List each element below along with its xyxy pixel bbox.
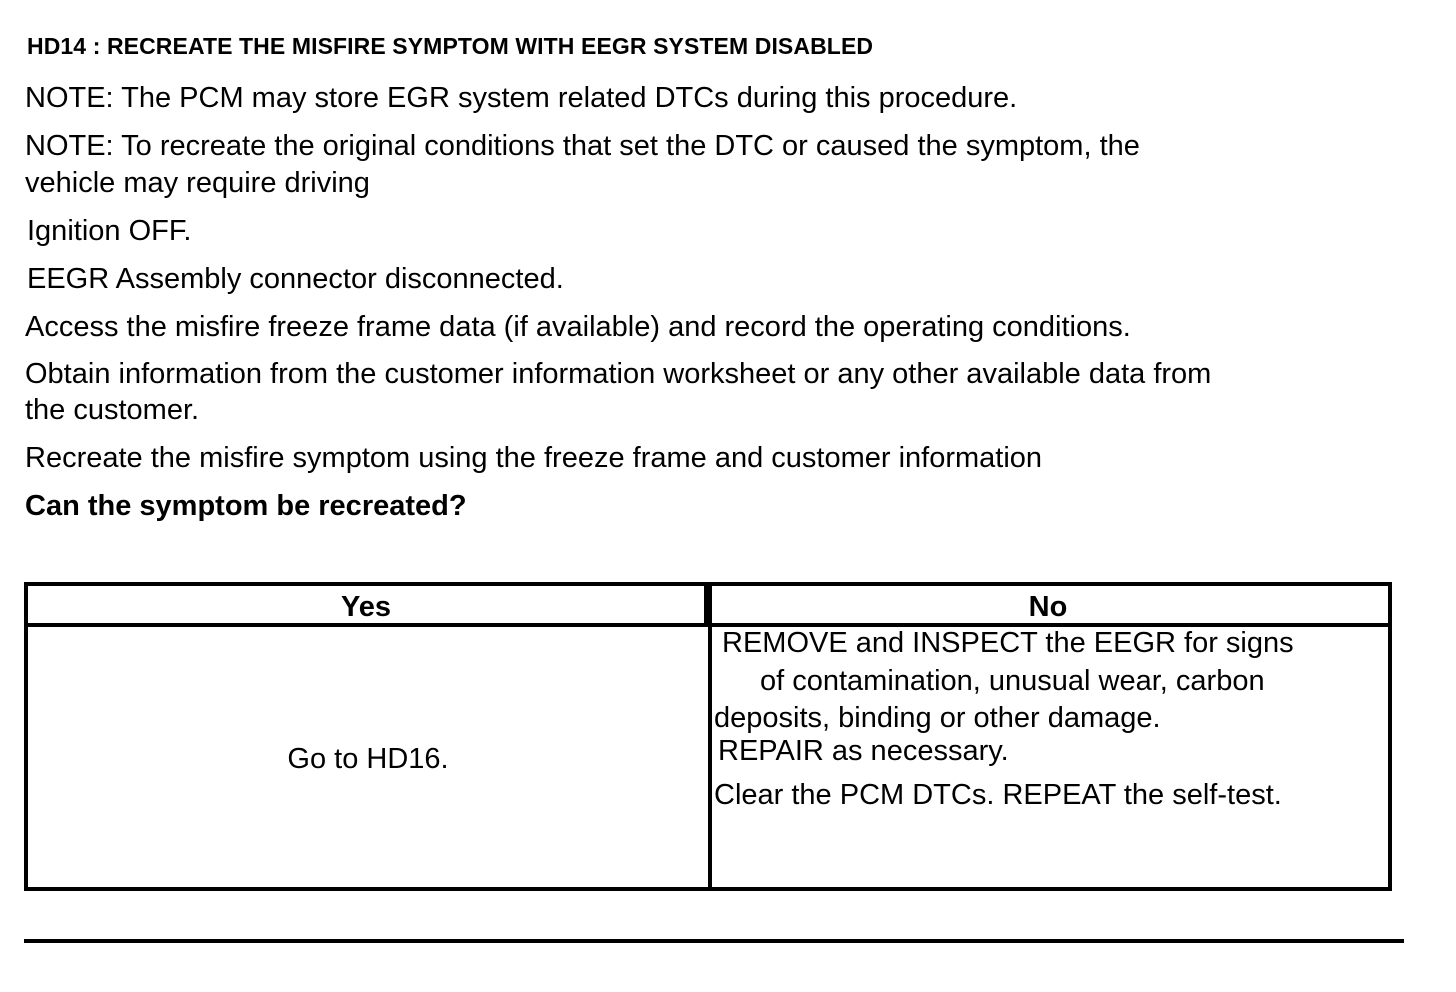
bottom-rule — [24, 939, 1404, 943]
no-action-line-4: REPAIR as necessary. — [718, 735, 1009, 767]
step-recreate-symptom: Recreate the misfire symptom using the freeze frame and customer information — [25, 442, 1043, 474]
step-obtain-info-line-2: the customer. — [25, 394, 200, 426]
note-recreate-line-2: vehicle may require driving — [25, 167, 370, 199]
no-action-line-5: Clear the PCM DTCs. REPEAT the self-test. — [714, 779, 1282, 811]
procedure-title: HD14 : RECREATE THE MISFIRE SYMPTOM WITH EEGR SYSTEM DISABLED — [27, 33, 874, 59]
step-obtain-info-line-1: Obtain information from the customer information worksheet or any other available data from — [25, 358, 1212, 390]
no-action-line-2: of contamination, unusual wear, carbon — [760, 665, 1265, 697]
step-eegr-disconnected: EEGR Assembly connector disconnected. — [27, 263, 564, 295]
decision-table — [24, 582, 1392, 891]
step-access-freeze-frame: Access the misfire freeze frame data (if available) and record the operating conditions. — [25, 311, 1131, 343]
note-recreate-line-1: NOTE: To recreate the original conditions that set the DTC or caused the symptom, the — [25, 130, 1140, 162]
yes-cell — [28, 627, 708, 887]
decision-question: Can the symptom be recreated? — [25, 490, 467, 522]
no-column-header: No — [708, 586, 1388, 627]
yes-action-text: Go to HD16. — [287, 742, 449, 775]
no-action-line-1: REMOVE and INSPECT the EEGR for signs — [722, 627, 1294, 659]
yes-column-header: Yes — [28, 586, 708, 627]
note-pcm-dtcs: NOTE: The PCM may store EGR system related DTCs during this procedure. — [25, 82, 1018, 114]
step-ignition-off: Ignition OFF. — [27, 215, 192, 247]
no-cell — [712, 627, 1388, 887]
no-action-line-3: deposits, binding or other damage. — [714, 702, 1161, 734]
